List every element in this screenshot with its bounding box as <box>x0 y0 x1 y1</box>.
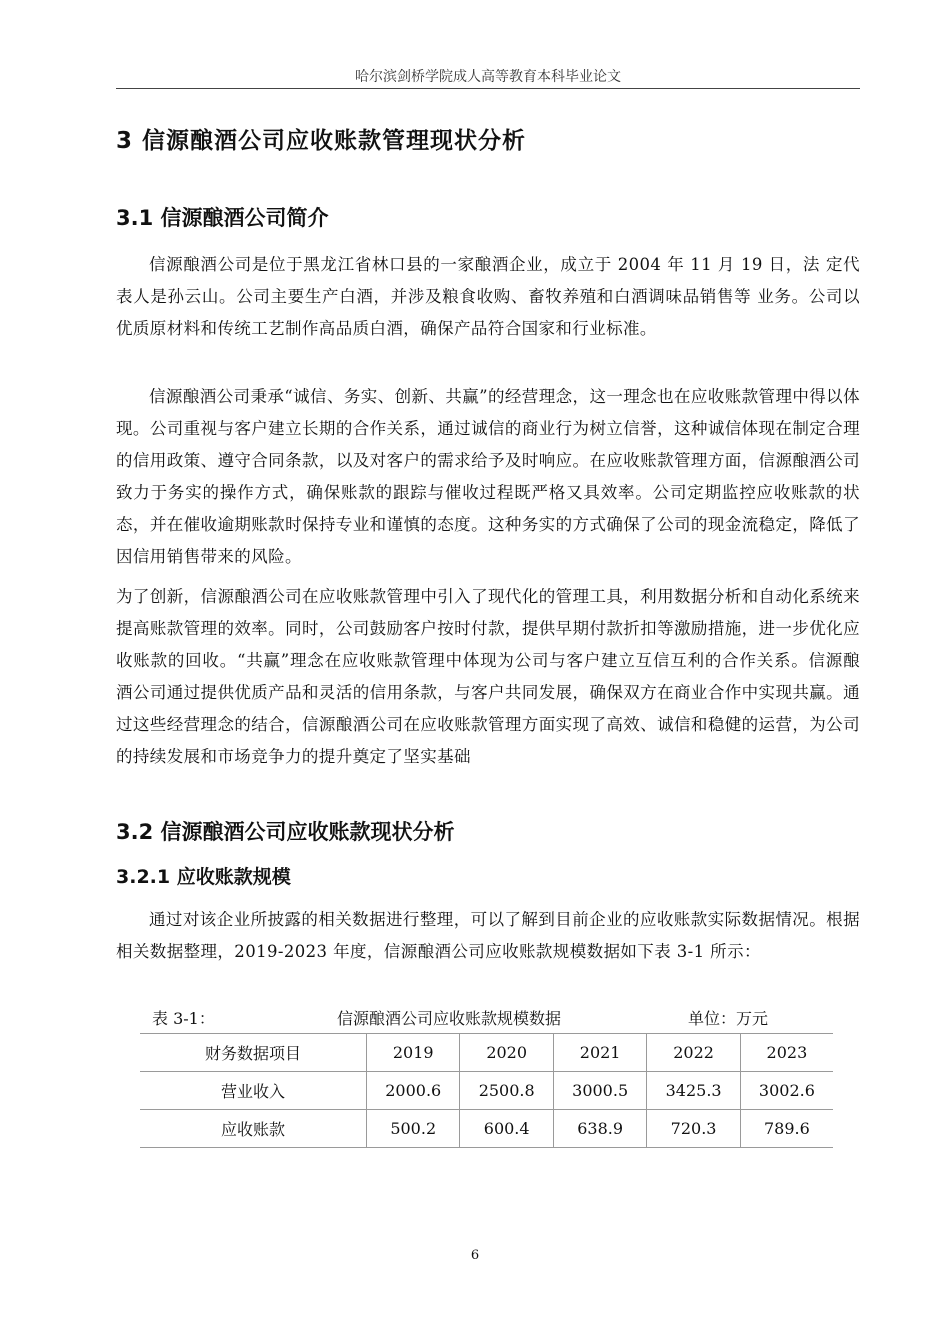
cell-value: 789.6 <box>740 1110 833 1148</box>
receivables-table <box>140 1033 833 1148</box>
cell-value: 720.3 <box>647 1110 740 1148</box>
header-year: 2023 <box>740 1034 833 1072</box>
cell-value: 3425.3 <box>647 1072 740 1110</box>
cell-value: 3000.5 <box>553 1072 646 1110</box>
cell-value: 500.2 <box>367 1110 460 1148</box>
header-year: 2021 <box>553 1034 646 1072</box>
header-year: 2020 <box>460 1034 553 1072</box>
table-label: 表 3-1： <box>152 1009 215 1028</box>
table-row <box>140 1110 833 1148</box>
header-rule <box>116 88 860 89</box>
table-row <box>140 1072 833 1110</box>
table-unit: 单位：万元 <box>688 1009 769 1028</box>
header-item: 财务数据项目 <box>140 1034 367 1072</box>
paragraph-intro-1: 信源酿酒公司是位于黑龙江省林口县的一家酿酒企业，成立于 2004 年 11 月 19 日，法 定代表人是孙云山。公司主要生产白酒，并涉及粮食收购、畜牧养殖和白酒调味品销售等 业务。公司以优质原材料和传统工艺制作高品质白酒，确保产品符合国家和行业标准。 <box>116 255 860 338</box>
cell-value: 2500.8 <box>460 1072 553 1110</box>
paragraph-intro-3: 为了创新，信源酿酒公司在应收账款管理中引入了现代化的管理工具，利用数据分析和自动化系统来提高账款管理的效率。同时，公司鼓励客户按时付款，提供早期付款折扣等激励措施，进一步优化应收账款的回收。“共赢”理念在应收账款管理中体现为公司与客户建立互信互利的合作关系。信源酿酒公司通过提供优质产品和灵活的信用条款，与客户共同发展，确保双方在商业合作中实现共赢。通过这些经营理念的结合，信源酿酒公司在应收账款管理方面实现了高效、诚信和稳健的运营，为公司的持续发展和市场竞争力的提升奠定了坚实基础 <box>116 587 860 766</box>
paragraph-scale: 通过对该企业所披露的相关数据进行整理，可以了解到目前企业的应收账款实际数据情况。根据相关数据整理，2019-2023 年度，信源酿酒公司应收账款规模数据如下表 3-1 所示： <box>116 910 860 961</box>
paragraph-intro-2: 信源酿酒公司秉承“诚信、务实、创新、共赢”的经营理念，这一理念也在应收账款管理中得以体现。公司重视与客户建立长期的合作关系，通过诚信的商业行为树立信誉，这种诚信体现在制定合理的信用政策、遵守合同条款，以及对客户的需求给予及时响应。在应收账款管理方面，信源酿酒公司致力于务实的操作方式，确保账款的跟踪与催收过程既严格又具效率。公司定期监控应收账款的状态，并在催收逾期账款时保持专业和谨慎的态度。这种务实的方式确保了公司的现金流稳定，降低了因信用销售带来的风险。 <box>116 387 860 566</box>
cell-value: 3002.6 <box>740 1072 833 1110</box>
cell-value: 638.9 <box>553 1110 646 1148</box>
running-header: 哈尔滨剑桥学院成人高等教育本科毕业论文 <box>355 69 621 85</box>
table-header-row <box>140 1034 833 1072</box>
row-label: 营业收入 <box>140 1072 367 1110</box>
row-label: 应收账款 <box>140 1110 367 1148</box>
cell-value: 600.4 <box>460 1110 553 1148</box>
section-3-2-title: 3.2 信源酿酒公司应收账款现状分析 <box>116 820 455 844</box>
section-3-1-title: 3.1 信源酿酒公司简介 <box>116 206 329 230</box>
page-number: 6 <box>470 1248 480 1263</box>
section-3-2-1-title: 3.2.1 应收账款规模 <box>116 866 291 888</box>
chapter-title: 3 信源酿酒公司应收账款管理现状分析 <box>116 128 527 154</box>
cell-value: 2000.6 <box>367 1072 460 1110</box>
header-year: 2019 <box>367 1034 460 1072</box>
table-title: 信源酿酒公司应收账款规模数据 <box>337 1009 562 1028</box>
header-year: 2022 <box>647 1034 740 1072</box>
